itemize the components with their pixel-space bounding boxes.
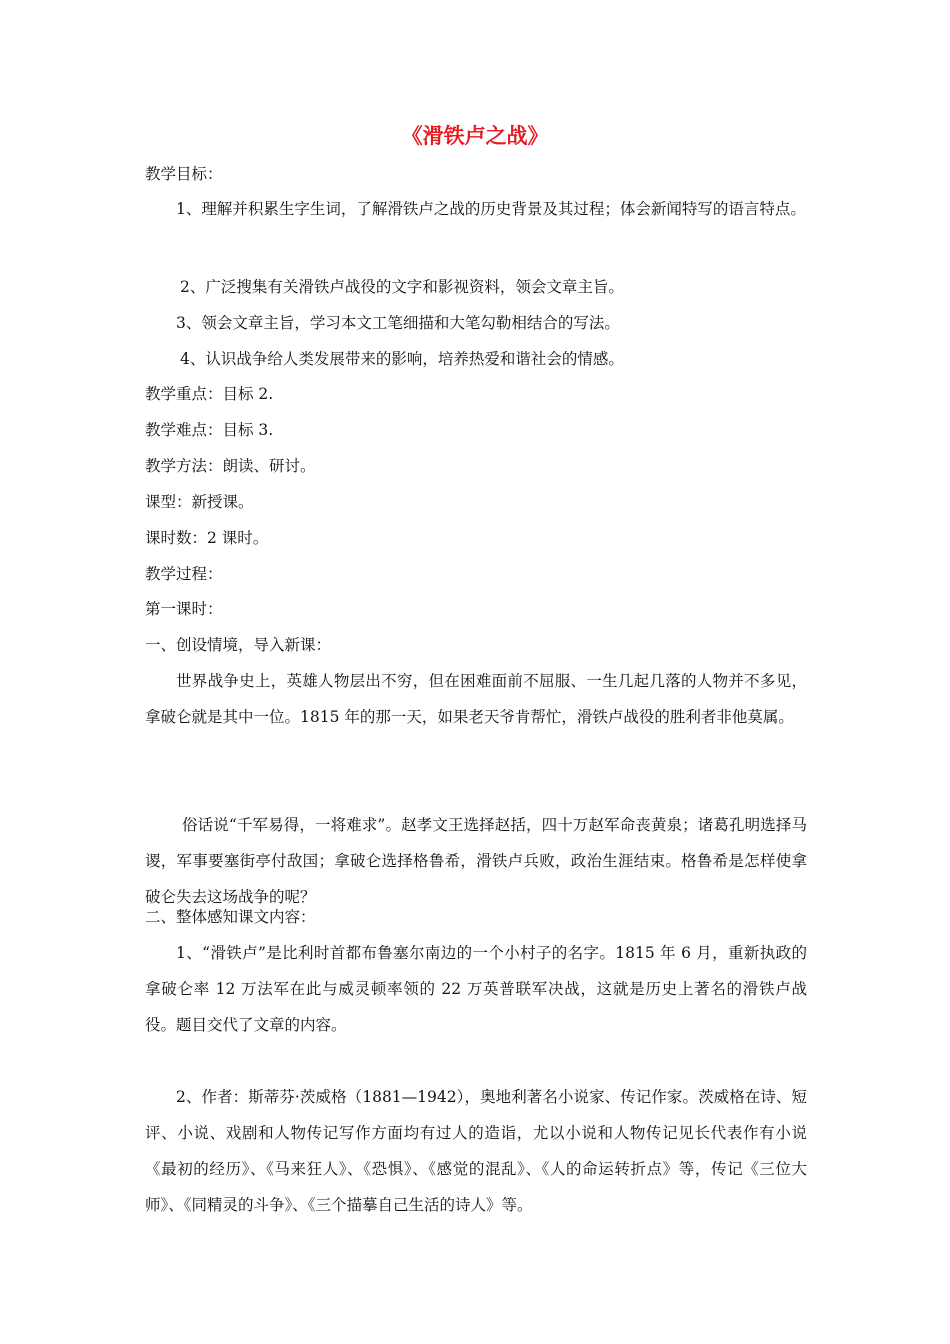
lesson-hours: 课时数：2 课时。 <box>145 529 269 547</box>
section-2-heading: 二、整体感知课文内容： <box>145 908 316 926</box>
goal-1: 1、理解并积累生字生词，了解滑铁卢之战的历史背景及其过程；体会新闻特写的语言特点。 <box>176 200 806 218</box>
lesson-type: 课型：新授课。 <box>145 493 254 511</box>
document-title: 《滑铁卢之战》 <box>401 124 549 148</box>
first-lesson-label: 第一课时： <box>145 600 223 618</box>
teaching-method: 教学方法：朗读、研讨。 <box>145 457 316 475</box>
point-2-author: 2、作者：斯蒂芬·茨威格（1881—1942），奥地利著名小说家、传记作家。茨威格在诗、短评、小说、戏剧和人物传记写作方面均有过人的造诣，尤以小说和人物传记见长代表作有小说《最初的经历》、《马来狂人》、《恐惧》、《感觉的混乱》、《人的命运转折点》等，传记《三位大师》、《同精灵的斗争》、《三个描摹自己生活的诗人》等。 <box>145 1088 807 1214</box>
goal-3: 3、领会文章主旨，学习本文工笔细描和大笔勾勒相结合的写法。 <box>176 314 620 332</box>
difficulty-point: 教学难点：目标 3. <box>145 421 274 439</box>
intro-paragraph-2: 俗话说“千军易得，一将难求”。赵孝文王选择赵括，四十万赵军命丧黄泉；诸葛孔明选择马谡，军事要塞街亭付敌国；拿破仑选择格鲁希，滑铁卢兵败，政治生涯结束。格鲁希是怎样使拿破仑失去这场战争的呢？ <box>145 816 807 906</box>
teaching-process-label: 教学过程： <box>145 565 223 583</box>
key-point: 教学重点：目标 2. <box>145 385 274 403</box>
goal-2: 2、广泛搜集有关滑铁卢战役的文字和影视资料，领会文章主旨。 <box>180 278 624 296</box>
section-1-heading: 一、创设情境，导入新课： <box>145 636 332 654</box>
goal-4: 4、认识战争给人类发展带来的影响，培养热爱和谐社会的情感。 <box>180 350 624 368</box>
teaching-goals-label: 教学目标： <box>145 165 223 183</box>
intro-paragraph-1: 世界战争史上，英雄人物层出不穷，但在困难面前不屈服、一生几起几落的人物并不多见，拿破仑就是其中一位。1815 年的那一天，如果老天爷肯帮忙，滑铁卢战役的胜利者非他莫属。 <box>145 672 807 726</box>
point-1: 1、“滑铁卢”是比利时首都布鲁塞尔南边的一个小村子的名字。1815 年 6 月，重新执政的拿破仑率 12 万法军在此与威灵顿率领的 22 万英普联军决战，这就是历史上著名的滑铁卢战役。题目交代了文章的内容。 <box>145 944 807 1034</box>
